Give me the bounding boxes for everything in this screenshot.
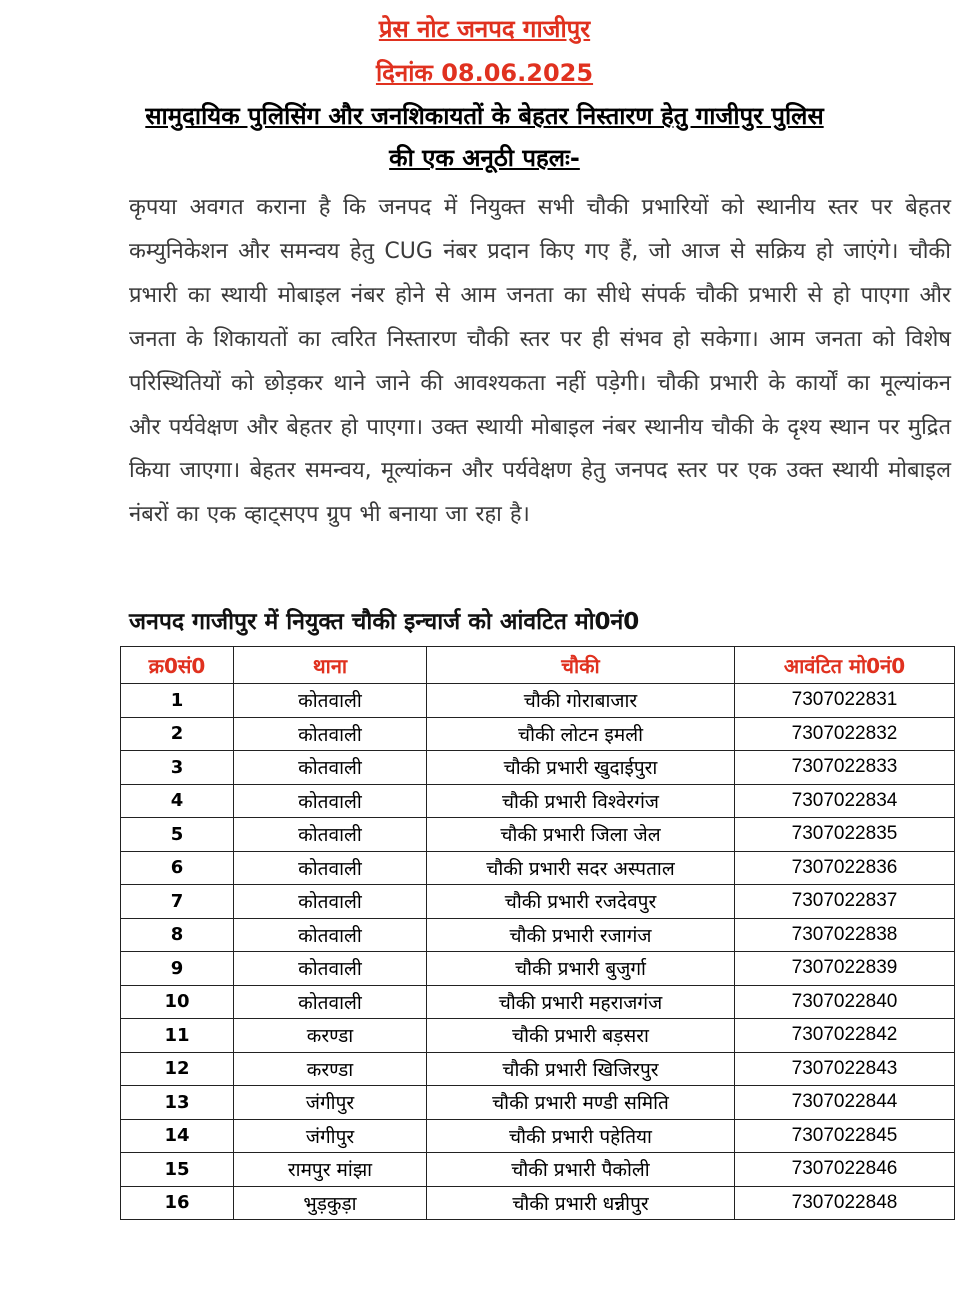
outpost-cell: चौकी प्रभारी खिजिरपुर	[427, 1052, 735, 1086]
mobile-number-cell: 7307022833	[735, 751, 955, 785]
mobile-number-cell: 7307022848	[735, 1186, 955, 1220]
table-row	[121, 1186, 955, 1220]
police-station-cell: कोतवाली	[234, 818, 427, 852]
press-note-title: प्रेस नोट जनपद गाजीपुर	[378, 15, 591, 43]
column-header-allotted-mobile: आवंटित मो0नं0	[735, 647, 955, 684]
mobile-number-cell: 7307022834	[735, 784, 955, 818]
outpost-cell: चौकी प्रभारी विश्वेरगंज	[427, 784, 735, 818]
cug-number-table	[120, 646, 955, 1220]
outpost-cell: चौकी प्रभारी महराजगंज	[427, 985, 735, 1019]
outpost-cell: चौकी प्रभारी बड़सरा	[427, 1019, 735, 1053]
police-station-cell: कोतवाली	[234, 717, 427, 751]
outpost-cell: चौकी लोटन इमली	[427, 717, 735, 751]
outpost-cell: चौकी प्रभारी खुदाईपुरा	[427, 751, 735, 785]
table-row	[121, 818, 955, 852]
table-heading: जनपद गाजीपुर में नियुक्त चौकी इन्चार्ज को आंवटित मो0नं0	[129, 609, 640, 635]
body-paragraph: कृपया अवगत कराना है कि जनपद में नियुक्त सभी चौकी प्रभारियों को स्थानीय स्तर पर बेहतर कम्युनिकेशन और समन्वय हेतु CUG नंबर प्रदान किए गए हैं, जो आज से सक्रिय हो जाएंगे। चौकी प्रभारी का स्थायी मोबाइल नंबर होने से आम जनता का सीधे संपर्क चौकी प्रभारी से हो पाएगा और जनता के शिकायतों का त्वरित निस्तारण चौकी स्तर पर ही संभव हो सकेगा। आम जनता को विशेष परिस्थितियों को छोड़कर थाने जाने की आवश्यकता नहीं पड़ेगी। चौकी प्रभारी के कार्यों का मूल्यांकन और पर्यवेक्षण और बेहतर हो पाएगा। उक्त स्थायी मोबाइल नंबर स्थानीय चौकी के दृश्य स्थान पर मुद्रित किया जाएगा। बेहतर समन्वय, मूल्यांकन और पर्यवेक्षण हेतु जनपद स्तर पर एक उक्त स्थायी मोबाइल नंबरों का एक व्हाट्सएप ग्रुप भी बनाया जा रहा है।	[129, 195, 951, 528]
police-station-cell: कोतवाली	[234, 918, 427, 952]
serial-cell: 16	[121, 1186, 234, 1220]
table-row	[121, 1086, 955, 1120]
column-header-serial: क्र0सं0	[121, 647, 234, 684]
table-row	[121, 784, 955, 818]
table-row	[121, 717, 955, 751]
mobile-number-cell: 7307022840	[735, 985, 955, 1019]
mobile-number-cell: 7307022831	[735, 684, 955, 718]
serial-cell: 11	[121, 1019, 234, 1053]
mobile-number-cell: 7307022843	[735, 1052, 955, 1086]
table-row	[121, 952, 955, 986]
subject-heading-line-2: की एक अनूठी पहलः-	[389, 144, 580, 172]
serial-cell: 3	[121, 751, 234, 785]
mobile-number-cell: 7307022836	[735, 851, 955, 885]
mobile-number-cell: 7307022838	[735, 918, 955, 952]
subject-heading-line-1: सामुदायिक पुलिसिंग और जनशिकायतों के बेहतर निस्तारण हेतु गाजीपुर पुलिस	[145, 102, 824, 130]
outpost-cell: चौकी प्रभारी बुजुर्गा	[427, 952, 735, 986]
mobile-number-cell: 7307022846	[735, 1153, 955, 1187]
police-station-cell: भुड़कुड़ा	[234, 1186, 427, 1220]
police-station-cell: कोतवाली	[234, 784, 427, 818]
serial-cell: 4	[121, 784, 234, 818]
serial-cell: 9	[121, 952, 234, 986]
mobile-number-cell: 7307022837	[735, 885, 955, 919]
table-row	[121, 985, 955, 1019]
serial-cell: 1	[121, 684, 234, 718]
outpost-cell: चौकी प्रभारी धन्नीपुर	[427, 1186, 735, 1220]
mobile-number-cell: 7307022835	[735, 818, 955, 852]
serial-cell: 2	[121, 717, 234, 751]
mobile-number-cell: 7307022832	[735, 717, 955, 751]
table-row	[121, 1153, 955, 1187]
police-station-cell: कोतवाली	[234, 885, 427, 919]
table-body	[121, 684, 955, 1220]
serial-cell: 12	[121, 1052, 234, 1086]
police-station-cell: कोतवाली	[234, 751, 427, 785]
mobile-number-cell: 7307022844	[735, 1086, 955, 1120]
serial-cell: 5	[121, 818, 234, 852]
table-row	[121, 751, 955, 785]
mobile-number-cell: 7307022839	[735, 952, 955, 986]
column-header-outpost: चौकी	[427, 647, 735, 684]
police-station-cell: कोतवाली	[234, 851, 427, 885]
serial-cell: 14	[121, 1119, 234, 1153]
mobile-number-cell: 7307022842	[735, 1019, 955, 1053]
police-station-cell: जंगीपुर	[234, 1119, 427, 1153]
table-row	[121, 1119, 955, 1153]
police-station-cell: कोतवाली	[234, 684, 427, 718]
table-row	[121, 918, 955, 952]
outpost-cell: चौकी प्रभारी रजदेवपुर	[427, 885, 735, 919]
serial-cell: 6	[121, 851, 234, 885]
outpost-cell: चौकी प्रभारी पैकोली	[427, 1153, 735, 1187]
serial-cell: 15	[121, 1153, 234, 1187]
table-row	[121, 1052, 955, 1086]
outpost-cell: चौकी प्रभारी रजागंज	[427, 918, 735, 952]
police-station-cell: रामपुर मांझा	[234, 1153, 427, 1187]
police-station-cell: करण्डा	[234, 1052, 427, 1086]
table-header-row	[121, 647, 955, 684]
serial-cell: 13	[121, 1086, 234, 1120]
serial-cell: 7	[121, 885, 234, 919]
outpost-cell: चौकी प्रभारी जिला जेल	[427, 818, 735, 852]
police-station-cell: करण्डा	[234, 1019, 427, 1053]
outpost-cell: चौकी गोराबाजार	[427, 684, 735, 718]
police-station-cell: कोतवाली	[234, 985, 427, 1019]
table-row	[121, 851, 955, 885]
column-header-police-station: थाना	[234, 647, 427, 684]
table-row	[121, 885, 955, 919]
serial-cell: 8	[121, 918, 234, 952]
outpost-cell: चौकी प्रभारी मण्डी समिति	[427, 1086, 735, 1120]
press-note-date: दिनांक 08.06.2025	[375, 59, 594, 87]
police-station-cell: कोतवाली	[234, 952, 427, 986]
mobile-number-cell: 7307022845	[735, 1119, 955, 1153]
outpost-cell: चौकी प्रभारी पहेतिया	[427, 1119, 735, 1153]
table-row	[121, 1019, 955, 1053]
table-row	[121, 684, 955, 718]
outpost-cell: चौकी प्रभारी सदर अस्पताल	[427, 851, 735, 885]
serial-cell: 10	[121, 985, 234, 1019]
police-station-cell: जंगीपुर	[234, 1086, 427, 1120]
